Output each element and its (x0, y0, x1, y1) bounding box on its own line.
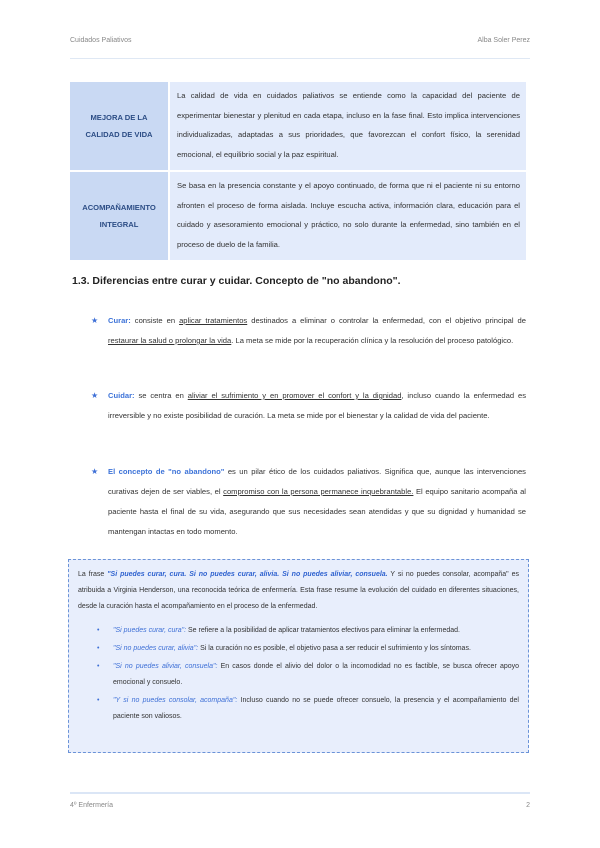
text: Y si no puedes consolar, acompaña" es atribuida a Virginia Henderson, una reconocida teórica de enfermería. Esta frase resume la evolución del cuidado en diferentes situaciones, desde la curación hasta el acompañamiento en el proceso de la enfermedad. (78, 571, 519, 610)
underlined-text: restaurar la salud o prolongar la vida (108, 336, 232, 345)
item-text: Incluso cuando no se puede ofrecer consuelo, la presencia y el acompañamiento del paciente son valiosos. (113, 697, 519, 720)
bullet-icon: • (97, 663, 100, 670)
bullet-key: El concepto de "no abandono" (108, 467, 225, 476)
item-quote: "Si no puedes aliviar, consuela": (113, 663, 218, 670)
bullet-cuidar (91, 386, 527, 426)
bullet-icon: • (97, 697, 100, 704)
bullet-curar (91, 311, 527, 351)
text: , incluso cuando la enfermedad es irreversible y no existe posibilidad de curación. La meta se mide por el bienestar y la calidad de vida del paciente. (108, 391, 527, 420)
footer-divider (70, 792, 530, 794)
text: La frase (78, 571, 108, 578)
text: destinados a eliminar o controlar la enfermedad, con el objetivo principal de (247, 316, 527, 325)
footer-course: 4º Enfermería (70, 802, 114, 809)
item-text: Se refiere a la posibilidad de aplicar tratamientos efectivos para eliminar la enfermedad. (186, 627, 460, 634)
item-quote: "Y si no puedes consolar, acompaña": (113, 697, 238, 704)
row-label: MEJORA DE LA CALIDAD DE VIDA (70, 82, 168, 170)
row-text: Se basa en la presencia constante y el apoyo continuado, de forma que ni el paciente ni su entorno afronten el proceso de forma aislada. Incluye escucha activa, información clara, educación para el cuidado y asesoramiento emocional y práctico, no solo durante la enfermedad, sino también en el proceso de duelo de la familia. (168, 172, 526, 260)
star-icon: ★ (91, 467, 99, 476)
bullet-key: Cuidar: (108, 391, 135, 400)
star-icon: ★ (91, 316, 99, 325)
table-row (70, 172, 526, 260)
star-icon: ★ (91, 391, 99, 400)
item-quote: "Si no puedes curar, alivia": (113, 645, 199, 652)
underlined-text: compromiso con la persona permanece inquebrantable. (223, 487, 414, 496)
quote-box (68, 559, 529, 753)
info-table (70, 80, 526, 262)
bullet-icon: • (97, 627, 100, 634)
list-item (97, 693, 519, 725)
quote-text: "Si puedes curar, cura. Si no puedes curar, alivia. Si no puedes aliviar, consuela. (107, 571, 388, 578)
item-quote: "Si puedes curar, cura": (113, 627, 187, 634)
quote-list (78, 623, 519, 725)
header-divider (70, 58, 530, 59)
underlined-text: aplicar tratamientos (179, 316, 248, 325)
page-number: 2 (526, 802, 530, 809)
row-label: ACOMPAÑAMIENTO INTEGRAL (70, 172, 168, 260)
item-text: En casos donde el alivio del dolor o la incomodidad no es factible, se busca ofrecer apoyo emocional y consuelo. (113, 663, 520, 686)
text: es un pilar ético de los cuidados paliativos. Significa que, aunque las intervenciones curativas dejen de ser viables, el (108, 467, 526, 496)
quote-intro (78, 567, 519, 615)
list-item (97, 641, 519, 657)
bullet-no-abandono (91, 462, 526, 542)
row-text: La calidad de vida en cuidados paliativos se entiende como la capacidad del paciente de experimentar bienestar y plenitud en cada etapa, incluso en la fase final. Esto implica intervenciones individualizadas, adaptadas a sus prioridades, que favorezcan el confort físico, la serenidad emocional, el equilibrio social y la paz espiritual. (168, 82, 526, 170)
page-header (70, 37, 530, 44)
section-title: 1.3. Diferencias entre curar y cuidar. Concepto de "no abandono". (72, 275, 401, 287)
table-row (70, 82, 526, 170)
header-author: Alba Soler Perez (477, 37, 530, 44)
text: El equipo sanitario acompaña al paciente hasta el final de su vida, asegurando que sus necesidades sean atendidas y que su dignidad y humanidad se mantengan intactas en todo momento. (108, 487, 526, 536)
list-item (97, 623, 519, 639)
header-title: Cuidados Paliativos (70, 37, 132, 44)
text: consiste en (130, 316, 180, 325)
text: . La meta se mide por la recuperación clínica y la resolución del proceso patológico. (231, 336, 514, 345)
list-item (97, 659, 520, 691)
bullet-key: Curar: (108, 316, 131, 325)
page-footer (70, 802, 530, 809)
underlined-text: aliviar el sufrimiento y en promover el confort y la dignidad (187, 391, 402, 400)
text: se centra en (134, 391, 188, 400)
item-text: Si la curación no es posible, el objetivo pasa a ser reducir el sufrimiento y los síntomas. (198, 645, 471, 652)
bullet-icon: • (97, 645, 100, 652)
